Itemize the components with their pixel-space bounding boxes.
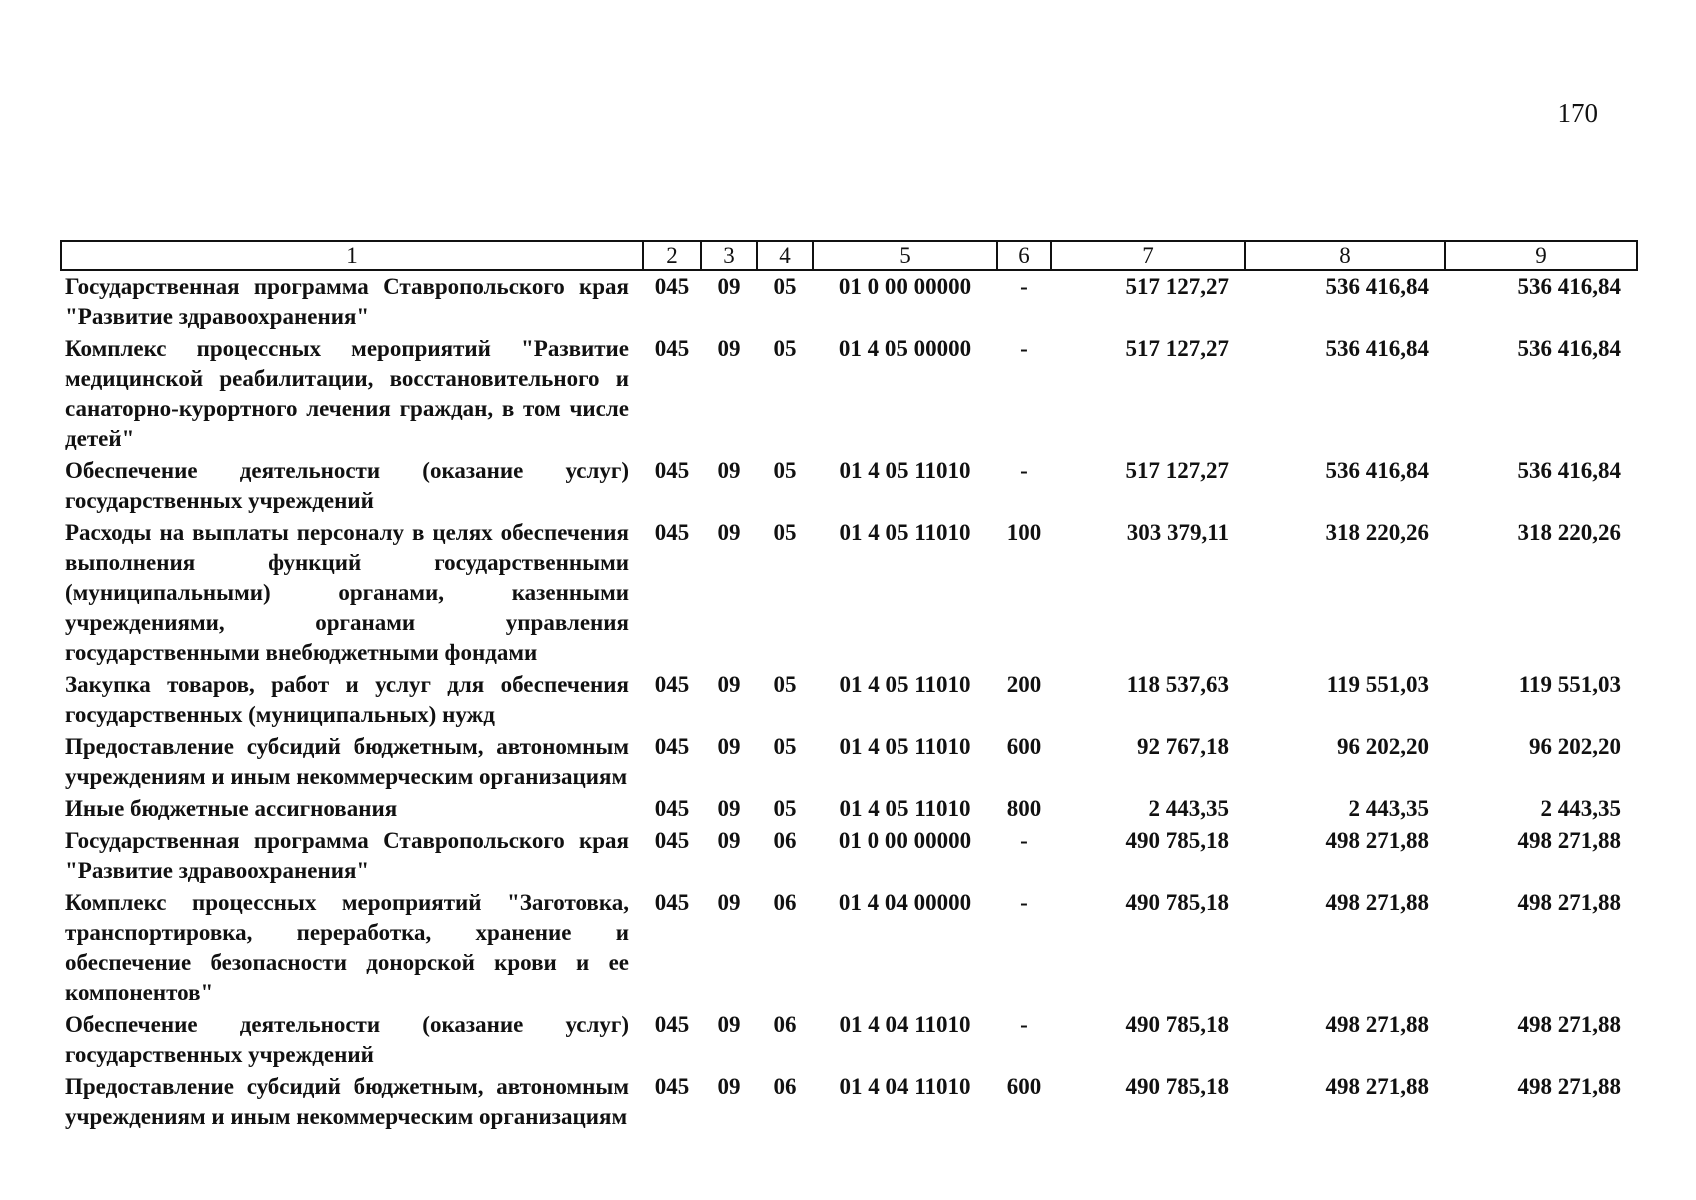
cell-admin-code: 045 bbox=[654, 520, 690, 545]
cell-amount-8: 536 416,84 bbox=[1325, 274, 1429, 299]
cell-amount-9: 498 271,88 bbox=[1517, 828, 1621, 853]
budget-table bbox=[60, 240, 1638, 1133]
row-name: Обеспечение деятельности (оказание услуг) государственных учреждений bbox=[65, 458, 629, 513]
cell-section: 09 bbox=[717, 734, 741, 759]
cell-amount-7: 118 537,63 bbox=[1126, 672, 1229, 697]
cell-subsection: 05 bbox=[773, 274, 797, 299]
column-header-8: 8 bbox=[1245, 241, 1445, 270]
cell-amount-8: 2 443,35 bbox=[1348, 796, 1429, 821]
cell-admin-code: 045 bbox=[654, 336, 690, 361]
cell-admin-code: 045 bbox=[654, 796, 690, 821]
cell-amount-7: 303 379,11 bbox=[1126, 520, 1229, 545]
cell-expense-type: 600 bbox=[1006, 1074, 1042, 1099]
cell-target-code: 01 4 05 11010 bbox=[839, 520, 971, 545]
column-header-9: 9 bbox=[1445, 241, 1637, 270]
cell-amount-7: 490 785,18 bbox=[1125, 890, 1229, 915]
row-name: Государственная программа Ставропольского края "Развитие здравоохранения" bbox=[65, 828, 629, 883]
cell-section: 09 bbox=[717, 672, 741, 697]
cell-amount-9: 536 416,84 bbox=[1517, 458, 1621, 483]
table-row bbox=[61, 793, 1637, 825]
table-row bbox=[61, 825, 1637, 887]
cell-section: 09 bbox=[717, 828, 741, 853]
table-row bbox=[61, 270, 1637, 333]
row-name: Обеспечение деятельности (оказание услуг) государственных учреждений bbox=[65, 1012, 629, 1067]
row-name: Расходы на выплаты персоналу в целях обеспечения выполнения функций государственными (муниципальными) органами, казенными учреждениями, органами управления государственными внебюджетными фондами bbox=[65, 520, 629, 665]
cell-section: 09 bbox=[717, 520, 741, 545]
cell-amount-9: 96 202,20 bbox=[1529, 734, 1621, 759]
column-header-2: 2 bbox=[643, 241, 701, 270]
cell-admin-code: 045 bbox=[654, 274, 690, 299]
column-header-3: 3 bbox=[701, 241, 757, 270]
cell-admin-code: 045 bbox=[654, 734, 690, 759]
cell-admin-code: 045 bbox=[654, 890, 690, 915]
cell-amount-7: 517 127,27 bbox=[1125, 458, 1229, 483]
table-body bbox=[61, 270, 1637, 1133]
table-row bbox=[61, 455, 1637, 517]
column-header-4: 4 bbox=[757, 241, 813, 270]
cell-target-code: 01 0 00 00000 bbox=[838, 828, 972, 853]
cell-target-code: 01 4 05 11010 bbox=[839, 734, 971, 759]
row-name: Комплекс процессных мероприятий "Заготовка, транспортировка, переработка, хранение и обеспечение безопасности донорской крови и ее компонентов" bbox=[65, 890, 629, 1005]
cell-section: 09 bbox=[717, 1074, 741, 1099]
cell-subsection: 06 bbox=[773, 890, 797, 915]
cell-amount-8: 536 416,84 bbox=[1325, 336, 1429, 361]
cell-subsection: 05 bbox=[773, 336, 797, 361]
cell-subsection: 05 bbox=[773, 520, 797, 545]
row-name: Закупка товаров, работ и услуг для обеспечения государственных (муниципальных) нужд bbox=[65, 672, 629, 727]
cell-expense-type: - bbox=[1020, 890, 1028, 915]
cell-amount-8: 498 271,88 bbox=[1325, 1012, 1429, 1037]
cell-amount-9: 2 443,35 bbox=[1540, 796, 1621, 821]
cell-amount-8: 119 551,03 bbox=[1326, 672, 1429, 697]
cell-section: 09 bbox=[717, 458, 741, 483]
row-name: Комплекс процессных мероприятий "Развитие медицинской реабилитации, восстановительного и санаторно-курортного лечения граждан, в том числе детей" bbox=[65, 336, 629, 451]
cell-subsection: 05 bbox=[773, 796, 797, 821]
cell-expense-type: 800 bbox=[1006, 796, 1042, 821]
table-row bbox=[61, 731, 1637, 793]
cell-amount-8: 498 271,88 bbox=[1325, 1074, 1429, 1099]
table-row bbox=[61, 1009, 1637, 1071]
cell-amount-9: 498 271,88 bbox=[1517, 1074, 1621, 1099]
cell-target-code: 01 4 05 11010 bbox=[839, 458, 971, 483]
cell-admin-code: 045 bbox=[654, 458, 690, 483]
cell-target-code: 01 4 04 11010 bbox=[839, 1012, 971, 1037]
cell-amount-8: 498 271,88 bbox=[1325, 828, 1429, 853]
table-row bbox=[61, 669, 1637, 731]
cell-expense-type: - bbox=[1020, 336, 1028, 361]
cell-target-code: 01 4 04 11010 bbox=[839, 1074, 971, 1099]
cell-amount-8: 318 220,26 bbox=[1325, 520, 1429, 545]
cell-subsection: 06 bbox=[773, 1074, 797, 1099]
cell-subsection: 05 bbox=[773, 734, 797, 759]
cell-section: 09 bbox=[717, 274, 741, 299]
cell-admin-code: 045 bbox=[654, 828, 690, 853]
cell-expense-type: 100 bbox=[1006, 520, 1042, 545]
table-row bbox=[61, 333, 1637, 455]
cell-amount-9: 498 271,88 bbox=[1517, 1012, 1621, 1037]
cell-admin-code: 045 bbox=[654, 1074, 690, 1099]
cell-expense-type: - bbox=[1020, 458, 1028, 483]
cell-subsection: 06 bbox=[773, 828, 797, 853]
cell-expense-type: 200 bbox=[1006, 672, 1042, 697]
table-row bbox=[61, 517, 1637, 669]
cell-amount-8: 536 416,84 bbox=[1325, 458, 1429, 483]
cell-target-code: 01 4 04 00000 bbox=[838, 890, 972, 915]
table-row bbox=[61, 887, 1637, 1009]
cell-target-code: 01 4 05 11010 bbox=[839, 796, 971, 821]
cell-target-code: 01 4 05 11010 bbox=[839, 672, 971, 697]
cell-expense-type: 600 bbox=[1006, 734, 1042, 759]
cell-amount-7: 92 767,18 bbox=[1137, 734, 1229, 759]
cell-subsection: 05 bbox=[773, 458, 797, 483]
cell-amount-9: 536 416,84 bbox=[1517, 336, 1621, 361]
row-name: Предоставление субсидий бюджетным, автономным учреждениям и иным некоммерческим организациям bbox=[65, 734, 629, 789]
cell-section: 09 bbox=[717, 1012, 741, 1037]
column-header-7: 7 bbox=[1051, 241, 1245, 270]
cell-expense-type: - bbox=[1020, 1012, 1028, 1037]
cell-amount-7: 517 127,27 bbox=[1125, 274, 1229, 299]
cell-amount-8: 498 271,88 bbox=[1325, 890, 1429, 915]
cell-subsection: 05 bbox=[773, 672, 797, 697]
page-number: 170 bbox=[1557, 98, 1598, 128]
row-name: Иные бюджетные ассигнования bbox=[65, 796, 398, 821]
cell-section: 09 bbox=[717, 890, 741, 915]
cell-section: 09 bbox=[717, 796, 741, 821]
cell-amount-9: 318 220,26 bbox=[1517, 520, 1621, 545]
cell-expense-type: - bbox=[1020, 274, 1028, 299]
cell-admin-code: 045 bbox=[654, 672, 690, 697]
cell-admin-code: 045 bbox=[654, 1012, 690, 1037]
table-row bbox=[61, 1071, 1637, 1133]
column-header-5: 5 bbox=[813, 241, 997, 270]
cell-amount-7: 490 785,18 bbox=[1125, 1074, 1229, 1099]
cell-amount-9: 536 416,84 bbox=[1517, 274, 1621, 299]
cell-subsection: 06 bbox=[773, 1012, 797, 1037]
row-name: Государственная программа Ставропольского края "Развитие здравоохранения" bbox=[65, 274, 629, 329]
cell-section: 09 bbox=[717, 336, 741, 361]
cell-amount-7: 2 443,35 bbox=[1148, 796, 1229, 821]
cell-amount-8: 96 202,20 bbox=[1337, 734, 1429, 759]
table-header bbox=[61, 241, 1637, 270]
cell-amount-9: 119 551,03 bbox=[1518, 672, 1621, 697]
cell-expense-type: - bbox=[1020, 828, 1028, 853]
column-header-1: 1 bbox=[61, 241, 643, 270]
row-name: Предоставление субсидий бюджетным, автономным учреждениям и иным некоммерческим организациям bbox=[65, 1074, 629, 1129]
cell-amount-7: 490 785,18 bbox=[1125, 828, 1229, 853]
cell-target-code: 01 4 05 00000 bbox=[838, 336, 972, 361]
cell-amount-9: 498 271,88 bbox=[1517, 890, 1621, 915]
column-header-6: 6 bbox=[997, 241, 1051, 270]
cell-target-code: 01 0 00 00000 bbox=[838, 274, 972, 299]
cell-amount-7: 490 785,18 bbox=[1125, 1012, 1229, 1037]
cell-amount-7: 517 127,27 bbox=[1125, 336, 1229, 361]
